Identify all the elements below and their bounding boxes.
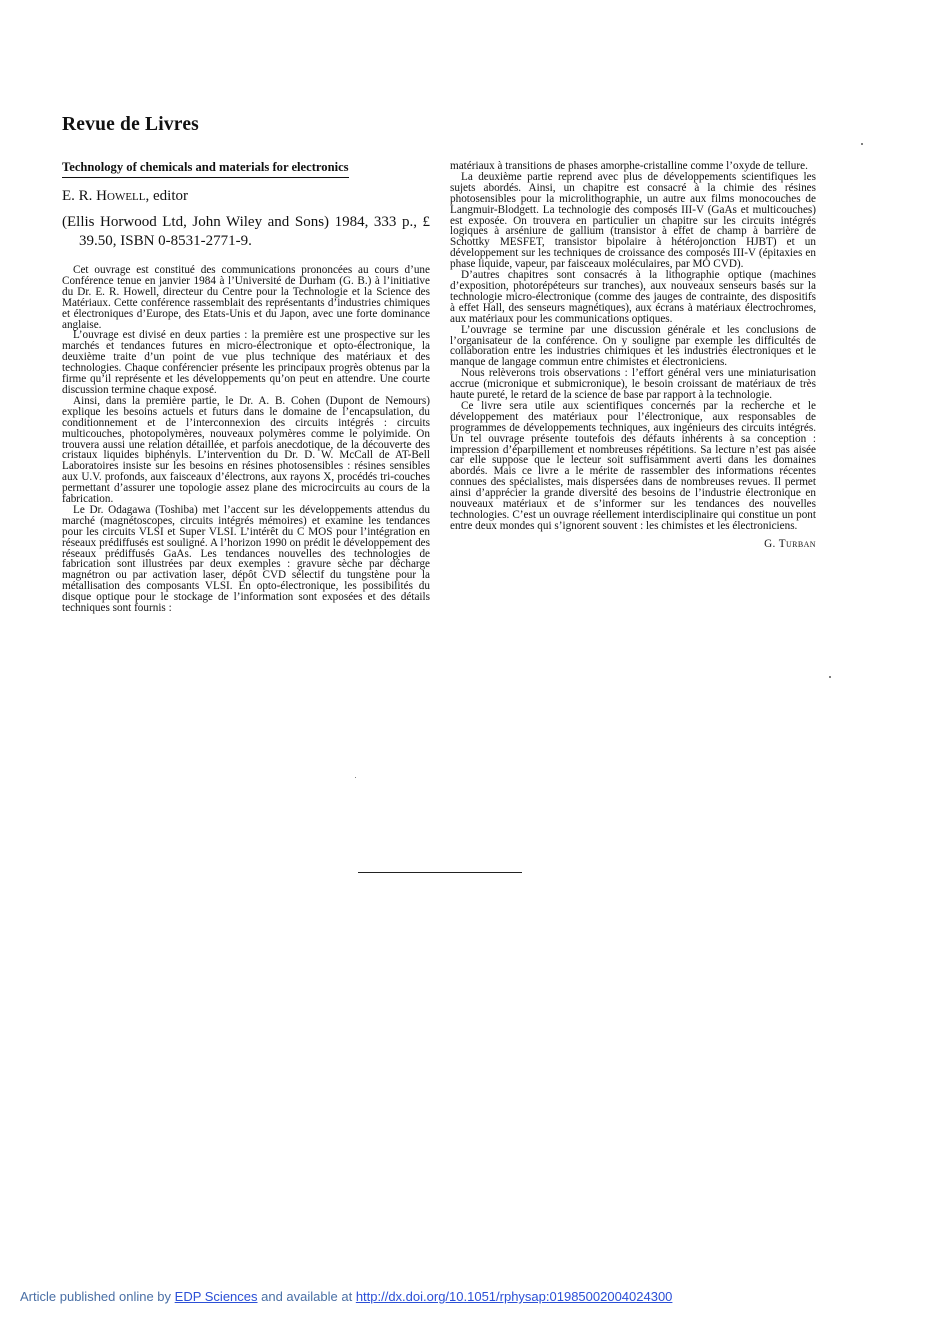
doi-link[interactable]: http://dx.doi.org/10.1051/rphysap:01985002004024300 [355,1289,673,1304]
reviewer-signature: G. Turban [764,537,816,550]
footer-prefix: Article published online by [20,1289,175,1304]
review-paragraph: La deuxième partie reprend avec plus de développements scientifiques les sujets abordés. Ainsi, un chapitre est consacré à la chimie des résines photosensibles pour la microlithographie, un autre aux films monocouches de Langmuir-Blodgett. La technologie des composés III-V (GaAs et multicouches) est exposée. On trouvera en particulier un chapitre sur les circuits intégrés logiques à arséniure de gallium (transistor à effet de champ à barrière de Schottky MESFET, transistor bipolaire à hétérojonction HJBT) et un développement sur les techniques de croissance des composés III-V (épitaxies en phase liquide, vapeur, par faisceaux moléculaires, par MO CVD). [450,170,816,271]
page-title: Revue de Livres [62,114,199,135]
review-paragraph: matériaux à transitions de phases amorphe-cristalline comme l’oxyde de tellure. [450,160,808,172]
review-paragraph: Nous relèverons trois observations : l’effort général vers une miniaturisation accrue (micronique et submicronique), le besoin croissant de matériaux de très haute pureté, le retard de la science de base par rapport à la technologie. [450,367,816,402]
editor-role: , editor [145,188,188,204]
review-paragraph: D’autres chapitres sont consacrés à la lithographie optique (machines d’exposition, photorépéteurs sur tranches), aux nouveaux senseurs basés sur la technologie micro-électronique (comme des jauges de contrainte, des dispositifs à effet Hall, des senseurs magnétiques), aux écrans à matériaux électrochromes, aux matériaux pour les communications optiques. [450,269,816,325]
scan-speck [829,676,831,678]
book-publication: (Ellis Horwood Ltd, John Wiley and Sons) 1984, 333 p., £ 39.50, ISBN 0-8531-2771-9. [62,214,430,249]
right-column [450,161,816,550]
book-editor [62,187,430,205]
review-paragraph: Ainsi, dans la première partie, le Dr. A. B. Cohen (Dupont de Nemours) explique les besoins actuels et futurs dans le domaine de l’encapsulation, du conditionnement et de l’interconnexion des circuits intégrés : circuits multicouches, photopolymères, nouveaux polymères comme le polyimide. On trouvera aussi une relation détaillée, et parfois anecdotique, de la découverte des cristaux liquides biphényls. L’intervention du Dr. D. W. McCall de AT-Bell Laboratoires insiste sur les besoins en résines photosensibles : résines sensibles aux U.V. profonds, aux faisceaux d’électrons, aux rayons X, procédés tri-couches permettant d’assurer une topologie assez plane des microcircuits au cours de la fabrication. [62,394,430,506]
book-title: Technology of chemicals and materials for electronics [62,160,349,178]
footer-middle: and available at [257,1289,356,1304]
editor-initials: E. R. [62,188,93,204]
scan-speck [355,777,356,778]
review-paragraph: Le Dr. Odagawa (Toshiba) met l’accent sur les développements attendus du marché (magnétoscopes, circuits intégrés mémoires) et examine les tendances pour les circuits VLSI et Super VLSI. L’intérêt du C MOS pour l’intégration en réseaux prédiffusés est souligné. A l’horizon 1990 on prédit le développement des réseaux prédiffusés GaAs. Les tendances nouvelles des technologies de fabrication sont illustrées par deux exemples : gravure sèche par décharge magnétron ou par activation laser, dépôt CVD sélectif du tungstène pour la métallisation des composants VLSI. En opto-électronique, les possibilités du disque optique pour le stockage de l’information sont exposées et des détails techniques sont fournis : [62,503,430,615]
review-paragraph: Ce livre sera utile aux scientifiques concernés par la recherche et le développement des matériaux pour l’électronique, aux responsables de programmes de développements techniques, aux ingénieurs des circuits intégrés. Un tel ouvrage présente toutefois des défauts inhérents à sa conception : impression d’éparpillement et nombreuses répétitions. Sa lecture n’est pas aisée car elle suppose que le lecteur soit suffisamment averti dans les domaines abordés. Mais ce livre a le mérite de rassembler des informations récentes connues des spécialistes, mais dispersées dans de nombreuses revues. Il permet ainsi d’apprécier la grande diversité des besoins de l’industrie électronique en nouveaux matériaux et de s’informer sur les tendances des nouvelles technologies. C’est un ouvrage réellement interdisciplinaire qui constitue un pont entre deux mondes qui s’ignorent souvent : les chimistes et les électroniciens. [450,399,816,532]
end-rule [358,872,522,873]
review-paragraph: Cet ouvrage est constitué des communications prononcées au cours d’une Conférence tenue en janvier 1984 à l’Université de Durham (G. B.) à l’initiative du Dr. E. R. Howell, directeur du Centre pour la Technologie et la Science des Matériaux. Cette conférence rassemblait des représentants d’industries chimiques et électroniques d’Europe, des Etats-Unis et du Japon, avec une forte dominance anglaise. [62,264,430,331]
publisher-link[interactable]: EDP Sciences [174,1289,258,1304]
editor-surname: Howell [96,188,146,204]
left-column [62,160,430,614]
review-paragraph: L’ouvrage se termine par une discussion générale et les conclusions de l’organisateur de la conférence. On y souligne par exemple les difficultés de collaboration entre les industries chimiques et les industries électroniques et le manque de langage commun entre chimistes et électroniciens. [450,323,816,369]
footer [20,1289,672,1304]
scan-speck [861,143,863,145]
review-paragraph: L’ouvrage est divisé en deux parties : la première est une prospective sur les marchés et tendances futures en micro-électronique et opto-électronique, la deuxième traite d’un point de vue plus technique des matériaux et des technologies. Chaque conférencier présente les principaux progrès obtenus par la firme qu’il représente et les développements qu’on peut en attendre. Une courte discussion termine chaque exposé. [62,329,430,396]
